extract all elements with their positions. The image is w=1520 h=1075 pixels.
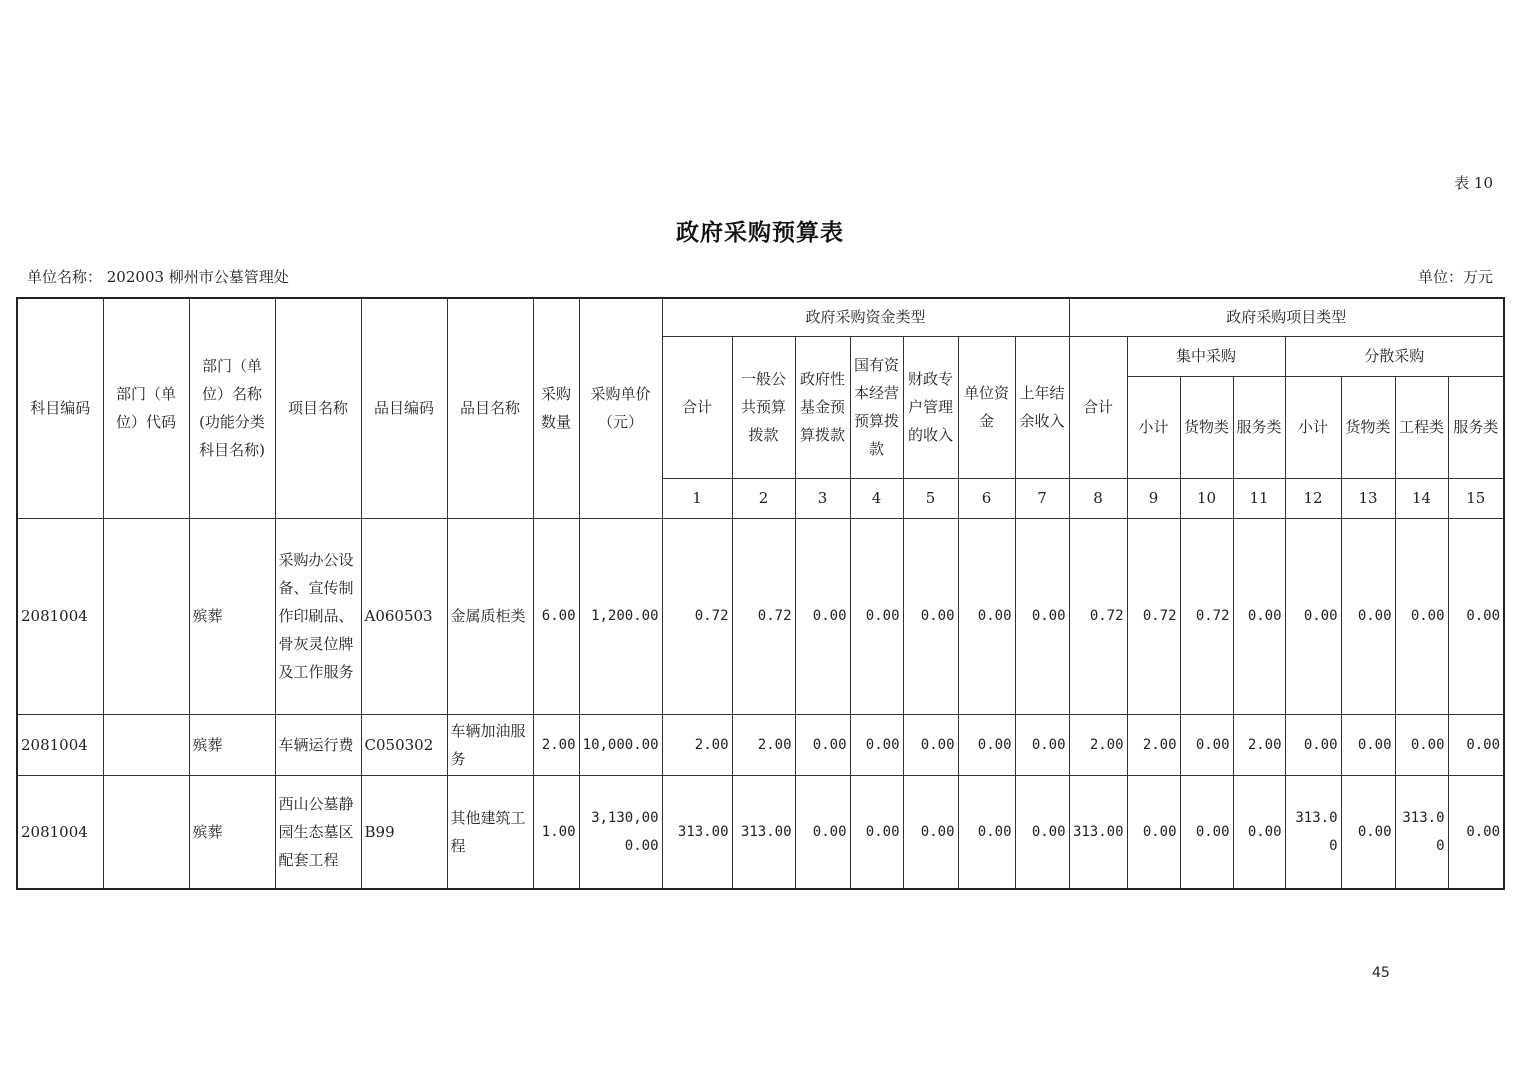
cell-value: 2.00	[732, 714, 795, 775]
column-number: 15	[1448, 478, 1504, 518]
header-dispersed-goods: 货物类	[1341, 376, 1395, 478]
table-row	[17, 518, 1504, 714]
cell-value: 2.00	[1127, 714, 1180, 775]
cell-value: 0.00	[850, 714, 903, 775]
column-number: 3	[795, 478, 850, 518]
header-fund-total: 合计	[662, 336, 732, 478]
header-central-service: 服务类	[1233, 376, 1285, 478]
header-project-name: 项目名称	[275, 298, 361, 518]
cell-value: 0.72	[662, 518, 732, 714]
cell-value: 0.00	[1395, 714, 1448, 775]
header-fund-type-group: 政府采购资金类型	[662, 298, 1069, 336]
cell-dept-name: 殡葬	[189, 714, 275, 775]
document-title: 政府采购预算表	[676, 219, 844, 246]
cell-value: 2.00	[1233, 714, 1285, 775]
cell-value: 0.00	[903, 775, 958, 889]
column-number: 6	[958, 478, 1015, 518]
cell-value: 313.00	[1069, 775, 1127, 889]
cell-quantity: 1.00	[533, 775, 579, 889]
column-number: 1	[662, 478, 732, 518]
header-dispersed-subtotal: 小计	[1285, 376, 1341, 478]
cell-value: 0.72	[732, 518, 795, 714]
cell-dept-name: 殡葬	[189, 518, 275, 714]
cell-value: 2.00	[1069, 714, 1127, 775]
cell-value: 0.00	[795, 775, 850, 889]
cell-value: 0.00	[1448, 714, 1504, 775]
header-unit-fund: 单位资金	[958, 336, 1015, 478]
header-dispersed-procurement: 分散采购	[1285, 336, 1504, 376]
cell-value: 313.00	[662, 775, 732, 889]
procurement-budget-table	[16, 297, 1505, 890]
cell-value: 313.00	[1395, 775, 1448, 889]
column-number: 13	[1341, 478, 1395, 518]
header-unit-price: 采购单价（元）	[579, 298, 662, 518]
header-prev-balance: 上年结余收入	[1015, 336, 1069, 478]
cell-value: 0.00	[958, 714, 1015, 775]
header-item-code: 品目编码	[361, 298, 447, 518]
header-central-goods: 货物类	[1180, 376, 1233, 478]
cell-value: 0.00	[1233, 775, 1285, 889]
cell-value: 0.00	[958, 518, 1015, 714]
cell-item-name: 金属质柜类	[447, 518, 533, 714]
header-dept-code: 部门（单位）代码	[103, 298, 189, 518]
cell-value: 313.00	[1285, 775, 1341, 889]
cell-dept-code	[103, 714, 189, 775]
cell-dept-name: 殡葬	[189, 775, 275, 889]
cell-subject-code: 2081004	[17, 714, 103, 775]
header-state-capital: 国有资本经营预算拨款	[850, 336, 903, 478]
cell-value: 0.72	[1127, 518, 1180, 714]
cell-value: 0.00	[1448, 518, 1504, 714]
header-dept-name: 部门（单位）名称(功能分类科目名称)	[189, 298, 275, 518]
column-number: 9	[1127, 478, 1180, 518]
column-number: 2	[732, 478, 795, 518]
cell-value: 0.00	[958, 775, 1015, 889]
column-number: 5	[903, 478, 958, 518]
cell-value: 0.00	[1341, 714, 1395, 775]
cell-value: 0.00	[1341, 518, 1395, 714]
header-central-subtotal: 小计	[1127, 376, 1180, 478]
cell-item-code: C050302	[361, 714, 447, 775]
cell-value: 0.00	[903, 714, 958, 775]
cell-value: 0.00	[1233, 518, 1285, 714]
cell-dept-code	[103, 775, 189, 889]
header-dispersed-service: 服务类	[1448, 376, 1504, 478]
cell-subject-code: 2081004	[17, 518, 103, 714]
table-header	[17, 298, 1504, 518]
column-number: 11	[1233, 478, 1285, 518]
cell-value: 0.00	[1180, 775, 1233, 889]
cell-project-name: 西山公墓静园生态墓区配套工程	[275, 775, 361, 889]
header-subject-code: 科目编码	[17, 298, 103, 518]
cell-value: 0.00	[1180, 714, 1233, 775]
cell-value: 0.00	[1285, 714, 1341, 775]
cell-unit-price: 1,200.00	[579, 518, 662, 714]
column-number: 7	[1015, 478, 1069, 518]
column-number: 4	[850, 478, 903, 518]
cell-value: 0.00	[1285, 518, 1341, 714]
cell-value: 0.00	[850, 775, 903, 889]
cell-quantity: 6.00	[533, 518, 579, 714]
table-row	[17, 714, 1504, 775]
header-project-type-group: 政府采购项目类型	[1069, 298, 1504, 336]
column-number: 14	[1395, 478, 1448, 518]
cell-value: 2.00	[662, 714, 732, 775]
header-central-procurement: 集中采购	[1127, 336, 1285, 376]
header-quantity: 采购数量	[533, 298, 579, 518]
unit-label: 单位：万元	[1417, 268, 1493, 286]
cell-value: 0.00	[795, 714, 850, 775]
cell-value: 313.00	[732, 775, 795, 889]
page-number: 45	[1372, 965, 1390, 981]
table-number: 表 10	[1454, 174, 1493, 192]
table-row	[17, 775, 1504, 889]
header-special-account: 财政专户管理的收入	[903, 336, 958, 478]
table-body	[17, 518, 1504, 889]
cell-value: 0.00	[1341, 775, 1395, 889]
cell-value: 0.00	[1015, 518, 1069, 714]
cell-unit-price: 10,000.00	[579, 714, 662, 775]
cell-item-name: 其他建筑工程	[447, 775, 533, 889]
column-number: 12	[1285, 478, 1341, 518]
cell-value: 0.00	[903, 518, 958, 714]
cell-item-code: B99	[361, 775, 447, 889]
header-gov-fund: 政府性基金预算拨款	[795, 336, 850, 478]
cell-value: 0.00	[850, 518, 903, 714]
cell-dept-code	[103, 518, 189, 714]
cell-value: 0.00	[1015, 775, 1069, 889]
cell-unit-price: 3,130,000.00	[579, 775, 662, 889]
column-number: 8	[1069, 478, 1127, 518]
cell-value: 0.00	[1015, 714, 1069, 775]
cell-item-name: 车辆加油服务	[447, 714, 533, 775]
cell-quantity: 2.00	[533, 714, 579, 775]
cell-value: 0.72	[1069, 518, 1127, 714]
cell-project-name: 车辆运行费	[275, 714, 361, 775]
cell-subject-code: 2081004	[17, 775, 103, 889]
unit-name: 单位名称： 202003 柳州市公墓管理处	[27, 268, 289, 286]
cell-value: 0.00	[1448, 775, 1504, 889]
header-general-budget: 一般公共预算拨款	[732, 336, 795, 478]
header-dispersed-works: 工程类	[1395, 376, 1448, 478]
cell-value: 0.72	[1180, 518, 1233, 714]
cell-value: 0.00	[795, 518, 850, 714]
header-item-name: 品目名称	[447, 298, 533, 518]
cell-item-code: A060503	[361, 518, 447, 714]
header-project-total: 合计	[1069, 336, 1127, 478]
cell-value: 0.00	[1127, 775, 1180, 889]
column-number: 10	[1180, 478, 1233, 518]
cell-value: 0.00	[1395, 518, 1448, 714]
cell-project-name: 采购办公设备、宣传制作印刷品、骨灰灵位牌及工作服务	[275, 518, 361, 714]
